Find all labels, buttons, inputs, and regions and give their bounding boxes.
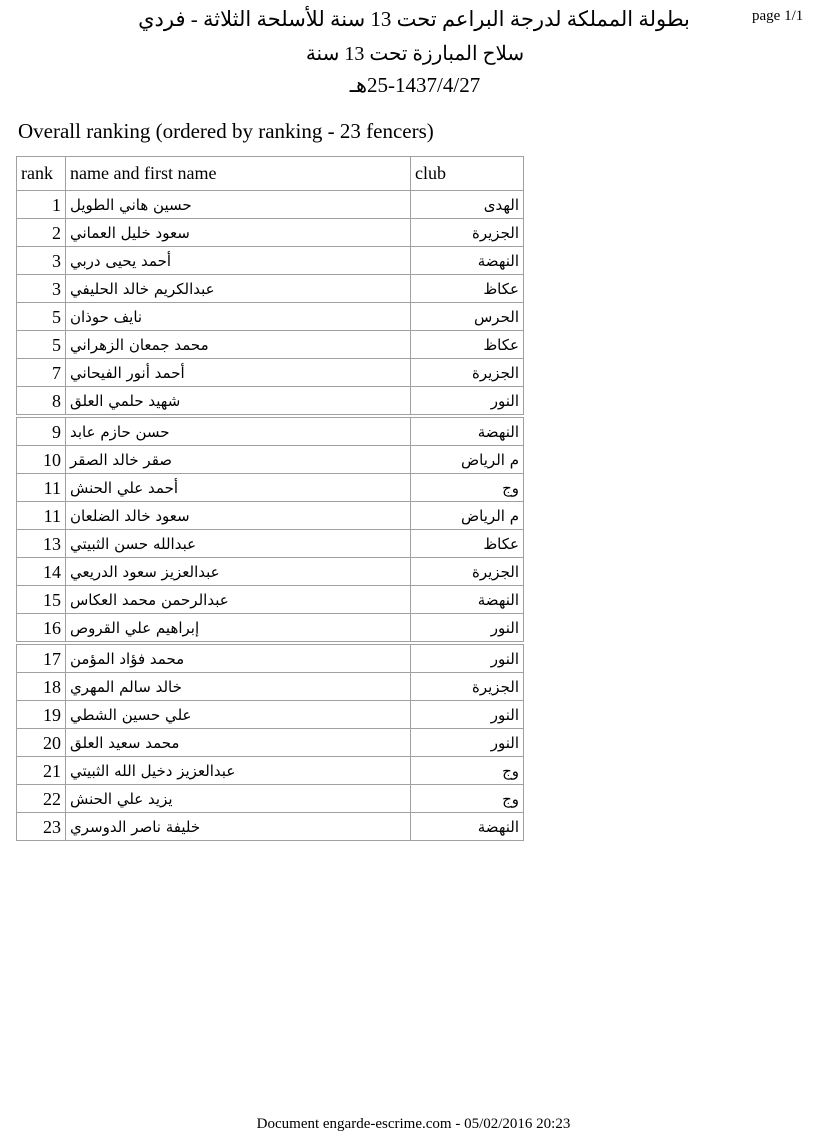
weapon-subtitle: سلاح المبارزة تحت 13 سنة: [305, 43, 525, 65]
club-cell: النهضة: [411, 813, 524, 841]
fencer-name-cell: عبدالعزيز دخيل الله الثبيتي: [66, 757, 411, 785]
club-cell: الجزيرة: [411, 558, 524, 586]
table-row: [17, 729, 524, 757]
table-row: [17, 474, 524, 502]
table-row: [17, 191, 524, 219]
rank-cell: 7: [17, 359, 66, 387]
club-cell: النور: [411, 701, 524, 729]
fencer-name-cell: حسين هاني الطويل: [66, 191, 411, 219]
column-header-club: club: [411, 157, 524, 191]
fencer-name-cell: محمد سعيد العلق: [66, 729, 411, 757]
club-cell: الجزيرة: [411, 219, 524, 247]
fencer-name-cell: أحمد يحيى دربي: [66, 247, 411, 275]
page-number: page 1/1: [752, 8, 804, 24]
fencer-name-cell: إبراهيم علي القروص: [66, 614, 411, 644]
rank-cell: 11: [17, 474, 66, 502]
fencer-name-cell: عبدالله حسن الثبيتي: [66, 530, 411, 558]
club-cell: الجزيرة: [411, 673, 524, 701]
fencer-name-cell: صقر خالد الصقر: [66, 446, 411, 474]
document-footer: Document engarde-escrime.com - 05/02/2016 20:23: [256, 1116, 571, 1132]
table-row: [17, 359, 524, 387]
table-row: [17, 558, 524, 586]
rank-cell: 10: [17, 446, 66, 474]
table-row: [17, 813, 524, 841]
table-row: [17, 673, 524, 701]
table-row: [17, 219, 524, 247]
club-cell: النهضة: [411, 586, 524, 614]
ranking-table-body: [17, 191, 524, 841]
club-cell: الهدى: [411, 191, 524, 219]
fencer-name-cell: يزيد علي الحنش: [66, 785, 411, 813]
rank-cell: 3: [17, 247, 66, 275]
table-row: [17, 331, 524, 359]
rank-cell: 19: [17, 701, 66, 729]
fencer-name-cell: محمد فؤاد المؤمن: [66, 643, 411, 673]
table-row: [17, 247, 524, 275]
rank-cell: 17: [17, 643, 66, 673]
column-header-rank: rank: [17, 157, 66, 191]
fencer-name-cell: علي حسين الشطي: [66, 701, 411, 729]
rank-cell: 23: [17, 813, 66, 841]
fencer-name-cell: محمد جمعان الزهراني: [66, 331, 411, 359]
table-row: [17, 303, 524, 331]
rank-cell: 22: [17, 785, 66, 813]
table-header-row: [17, 157, 524, 191]
club-cell: عكاظ: [411, 530, 524, 558]
rank-cell: 1: [17, 191, 66, 219]
fencer-name-cell: سعود خليل العماني: [66, 219, 411, 247]
table-row: [17, 586, 524, 614]
table-row: [17, 643, 524, 673]
fencer-name-cell: أحمد علي الحنش: [66, 474, 411, 502]
table-row: [17, 701, 524, 729]
club-cell: النور: [411, 729, 524, 757]
fencer-name-cell: سعود خالد الضلعان: [66, 502, 411, 530]
fencer-name-cell: أحمد أنور الفيحاني: [66, 359, 411, 387]
club-cell: النور: [411, 643, 524, 673]
rank-cell: 16: [17, 614, 66, 644]
club-cell: عكاظ: [411, 275, 524, 303]
table-row: [17, 757, 524, 785]
rank-cell: 14: [17, 558, 66, 586]
ranking-table: [16, 156, 524, 841]
club-cell: وج: [411, 785, 524, 813]
rank-cell: 13: [17, 530, 66, 558]
rank-cell: 21: [17, 757, 66, 785]
club-cell: م الرياض: [411, 502, 524, 530]
club-cell: النور: [411, 614, 524, 644]
club-cell: النهضة: [411, 247, 524, 275]
rank-cell: 18: [17, 673, 66, 701]
rank-cell: 11: [17, 502, 66, 530]
fencer-name-cell: خالد سالم المهري: [66, 673, 411, 701]
fencer-name-cell: عبدالعزيز سعود الدريعي: [66, 558, 411, 586]
table-row: [17, 785, 524, 813]
overall-ranking-title: Overall ranking (ordered by ranking - 23 fencers): [18, 119, 434, 143]
fencer-name-cell: عبدالكريم خالد الحليفي: [66, 275, 411, 303]
rank-cell: 5: [17, 331, 66, 359]
table-row: [17, 502, 524, 530]
rank-cell: 5: [17, 303, 66, 331]
club-cell: وج: [411, 474, 524, 502]
club-cell: عكاظ: [411, 331, 524, 359]
table-row: [17, 387, 524, 417]
rank-cell: 20: [17, 729, 66, 757]
tournament-title: بطولة المملكة لدرجة البراعم تحت 13 سنة للأسلحة الثلاثة - فردي: [138, 7, 690, 31]
table-row: [17, 614, 524, 644]
club-cell: النهضة: [411, 416, 524, 446]
table-row: [17, 416, 524, 446]
fencer-name-cell: عبدالرحمن محمد العكاس: [66, 586, 411, 614]
rank-cell: 2: [17, 219, 66, 247]
column-header-name: name and first name: [66, 157, 411, 191]
rank-cell: 8: [17, 387, 66, 417]
tournament-date: 25-1437/4/27هـ: [349, 73, 481, 97]
rank-cell: 3: [17, 275, 66, 303]
fencer-name-cell: نايف حوذان: [66, 303, 411, 331]
rank-cell: 9: [17, 416, 66, 446]
table-row: [17, 530, 524, 558]
table-row: [17, 446, 524, 474]
club-cell: م الرياض: [411, 446, 524, 474]
club-cell: الجزيرة: [411, 359, 524, 387]
club-cell: وج: [411, 757, 524, 785]
club-cell: النور: [411, 387, 524, 417]
fencer-name-cell: شهيد حلمي العلق: [66, 387, 411, 417]
club-cell: الحرس: [411, 303, 524, 331]
table-row: [17, 275, 524, 303]
fencer-name-cell: خليفة ناصر الدوسري: [66, 813, 411, 841]
fencer-name-cell: حسن حازم عابد: [66, 416, 411, 446]
rank-cell: 15: [17, 586, 66, 614]
